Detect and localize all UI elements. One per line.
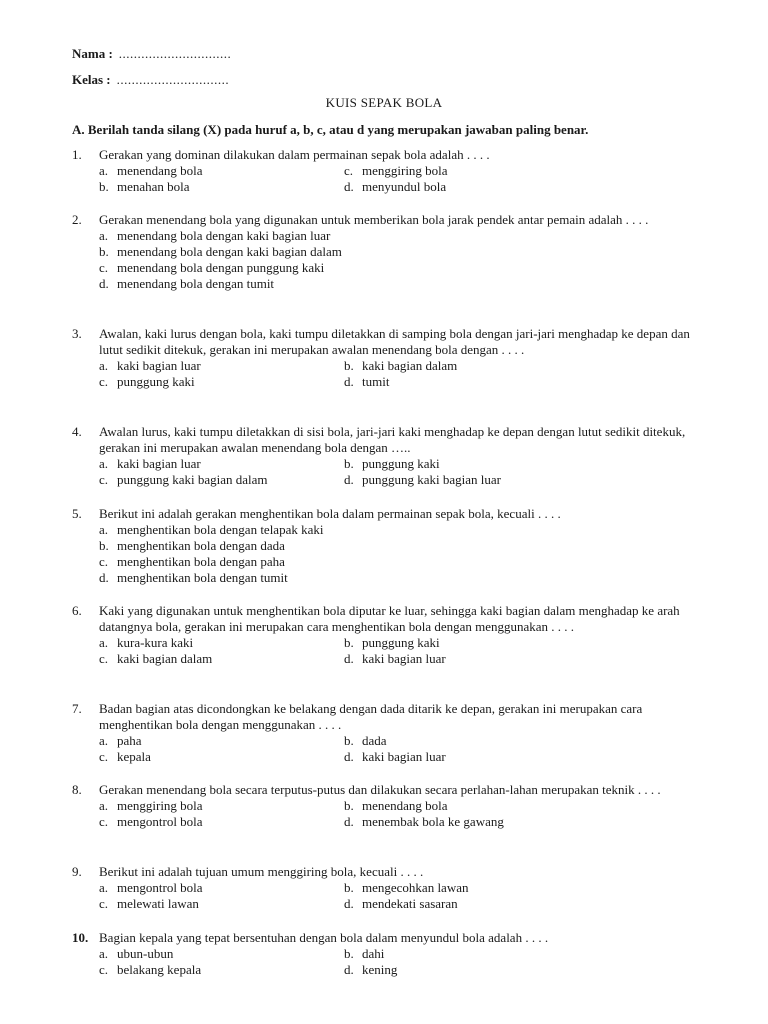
question-2 bbox=[72, 212, 692, 292]
question-number: 9. bbox=[72, 864, 82, 879]
option-d bbox=[344, 472, 594, 488]
option-a bbox=[99, 358, 344, 374]
option-text: menghentikan bola dengan paha bbox=[117, 554, 285, 569]
option-letter: d. bbox=[344, 749, 354, 764]
option-c bbox=[344, 163, 594, 179]
option-text: melewati lawan bbox=[117, 896, 199, 911]
option-text: punggung kaki bbox=[117, 374, 195, 389]
option-a bbox=[99, 880, 344, 896]
option-b bbox=[344, 798, 594, 814]
option-c bbox=[99, 374, 344, 390]
option-text: ubun-ubun bbox=[117, 946, 174, 961]
question-8 bbox=[72, 782, 692, 830]
option-d bbox=[344, 814, 594, 830]
option-letter: d. bbox=[344, 962, 354, 977]
option-a bbox=[99, 456, 344, 472]
option-letter: c. bbox=[99, 260, 109, 275]
question-6 bbox=[72, 603, 692, 667]
option-letter: c. bbox=[99, 374, 109, 389]
option-b bbox=[99, 538, 594, 554]
option-text: paha bbox=[117, 733, 142, 748]
question-7 bbox=[72, 701, 692, 765]
class-label: Kelas : bbox=[72, 72, 111, 87]
option-letter: c. bbox=[99, 962, 109, 977]
option-letter: d. bbox=[344, 472, 354, 487]
option-text: punggung kaki bagian luar bbox=[362, 472, 501, 487]
option-c bbox=[99, 814, 344, 830]
option-text: tumit bbox=[362, 374, 390, 389]
question-4 bbox=[72, 424, 692, 488]
option-text: mengecohkan lawan bbox=[362, 880, 469, 895]
class-field bbox=[72, 72, 229, 88]
option-a bbox=[99, 228, 594, 244]
option-b bbox=[344, 880, 594, 896]
option-letter: d. bbox=[99, 276, 109, 291]
option-b bbox=[344, 635, 594, 651]
option-letter: b. bbox=[99, 244, 109, 259]
option-c bbox=[99, 260, 594, 276]
option-text: kaki bagian luar bbox=[117, 456, 201, 471]
option-b bbox=[99, 179, 344, 195]
option-d bbox=[99, 276, 594, 292]
option-text: kaki bagian dalam bbox=[362, 358, 458, 373]
option-letter: a. bbox=[99, 946, 109, 961]
option-text: punggung kaki bbox=[362, 456, 440, 471]
option-text: menendang bola dengan kaki bagian luar bbox=[117, 228, 331, 243]
option-letter: d. bbox=[99, 570, 109, 585]
question-number: 1. bbox=[72, 147, 82, 162]
option-text: mengontrol bola bbox=[117, 880, 203, 895]
option-letter: d. bbox=[344, 374, 354, 389]
option-a bbox=[99, 946, 344, 962]
option-a bbox=[99, 733, 344, 749]
option-text: menghentikan bola dengan telapak kaki bbox=[117, 522, 324, 537]
option-letter: b. bbox=[344, 798, 354, 813]
option-d bbox=[344, 374, 594, 390]
question-9 bbox=[72, 864, 692, 912]
option-text: mengontrol bola bbox=[117, 814, 203, 829]
question-number: 10. bbox=[72, 930, 89, 945]
option-letter: c. bbox=[99, 896, 109, 911]
option-b bbox=[99, 244, 594, 260]
option-a bbox=[99, 798, 344, 814]
option-text: kaki bagian luar bbox=[117, 358, 201, 373]
question-text: Berikut ini adalah tujuan umum menggiring bola, kecuali . . . . bbox=[99, 864, 424, 879]
option-letter: b. bbox=[344, 880, 354, 895]
option-letter: b. bbox=[99, 538, 109, 553]
option-d bbox=[344, 896, 594, 912]
name-label: Nama : bbox=[72, 46, 113, 61]
option-text: kaki bagian luar bbox=[362, 651, 446, 666]
option-text: menyundul bola bbox=[362, 179, 447, 194]
question-text: Gerakan yang dominan dilakukan dalam permainan sepak bola adalah . . . . bbox=[99, 147, 490, 162]
option-letter: a. bbox=[99, 798, 109, 813]
option-b bbox=[344, 456, 594, 472]
option-letter: b. bbox=[99, 179, 109, 194]
question-text: Awalan lurus, kaki tumpu diletakkan di sisi bola, jari-jari kaki menghadap ke depan dengan lutut sedikit ditekuk, gerakan ini merupakan awalan menendang bola dengan ….. bbox=[99, 424, 686, 455]
option-b bbox=[344, 733, 594, 749]
question-text: Bagian kepala yang tepat bersentuhan dengan bola dalam menyundul bola adalah . . . . bbox=[99, 930, 549, 945]
section-instruction: A. Berilah tanda silang (X) pada huruf a, b, c, atau d yang merupakan jawaban paling benar. bbox=[72, 122, 589, 137]
question-text: Kaki yang digunakan untuk menghentikan bola diputar ke luar, sehingga kaki bagian dalam menghadap ke arah datangnya bola, gerakan ini merupakan cara menghentikan bola dengan menggunakan . . . . bbox=[99, 603, 680, 634]
question-number: 2. bbox=[72, 212, 82, 227]
option-letter: c. bbox=[99, 554, 109, 569]
question-number: 3. bbox=[72, 326, 82, 341]
option-letter: c. bbox=[99, 472, 109, 487]
question-number: 7. bbox=[72, 701, 82, 716]
option-text: kura-kura kaki bbox=[117, 635, 194, 650]
class-blank: .............................. bbox=[116, 72, 230, 87]
option-letter: d. bbox=[344, 179, 354, 194]
option-letter: d. bbox=[344, 814, 354, 829]
option-letter: a. bbox=[99, 358, 109, 373]
quiz-title: KUIS SEPAK BOLA bbox=[325, 95, 443, 110]
option-d bbox=[344, 651, 594, 667]
question-1 bbox=[72, 147, 692, 195]
option-text: dada bbox=[362, 733, 387, 748]
option-b bbox=[344, 946, 594, 962]
option-c bbox=[99, 651, 344, 667]
option-text: menendang bola dengan kaki bagian dalam bbox=[117, 244, 342, 259]
option-c bbox=[99, 896, 344, 912]
option-letter: d. bbox=[344, 651, 354, 666]
option-d bbox=[344, 749, 594, 765]
option-text: menggiring bola bbox=[362, 163, 448, 178]
option-c bbox=[99, 472, 344, 488]
option-text: belakang kepala bbox=[117, 962, 202, 977]
question-5 bbox=[72, 506, 692, 586]
option-c bbox=[99, 749, 344, 765]
name-blank: .............................. bbox=[118, 46, 232, 61]
option-text: kening bbox=[362, 962, 398, 977]
option-letter: d. bbox=[344, 896, 354, 911]
option-text: menghentikan bola dengan tumit bbox=[117, 570, 288, 585]
option-letter: a. bbox=[99, 522, 109, 537]
question-text: Gerakan menendang bola secara terputus-putus dan dilakukan secara perlahan-lahan merupakan teknik . . . . bbox=[99, 782, 661, 797]
option-text: menembak bola ke gawang bbox=[362, 814, 504, 829]
question-number: 4. bbox=[72, 424, 82, 439]
option-text: kepala bbox=[117, 749, 151, 764]
option-c bbox=[99, 554, 594, 570]
option-text: menendang bola bbox=[117, 163, 203, 178]
option-c bbox=[99, 962, 344, 978]
option-a bbox=[99, 635, 344, 651]
option-letter: b. bbox=[344, 358, 354, 373]
question-number: 6. bbox=[72, 603, 82, 618]
option-letter: b. bbox=[344, 733, 354, 748]
option-text: kaki bagian dalam bbox=[117, 651, 213, 666]
option-letter: a. bbox=[99, 163, 109, 178]
option-a bbox=[99, 163, 344, 179]
option-letter: a. bbox=[99, 635, 109, 650]
option-text: punggung kaki bbox=[362, 635, 440, 650]
option-text: menendang bola bbox=[362, 798, 448, 813]
option-b bbox=[344, 358, 594, 374]
option-text: menggiring bola bbox=[117, 798, 203, 813]
option-text: menahan bola bbox=[117, 179, 190, 194]
question-text: Berikut ini adalah gerakan menghentikan bola dalam permainan sepak bola, kecuali . . . . bbox=[99, 506, 561, 521]
option-text: mendekati sasaran bbox=[362, 896, 458, 911]
option-text: menghentikan bola dengan dada bbox=[117, 538, 285, 553]
option-letter: c. bbox=[99, 651, 109, 666]
question-number: 8. bbox=[72, 782, 82, 797]
name-field bbox=[72, 46, 231, 62]
option-letter: c. bbox=[99, 749, 109, 764]
question-text: Badan bagian atas dicondongkan ke belakang dengan dada ditarik ke depan, gerakan ini merupakan cara menghentikan bola dengan menggunakan . . . . bbox=[99, 701, 643, 732]
question-text: Gerakan menendang bola yang digunakan untuk memberikan bola jarak pendek antar pemain adalah . . . . bbox=[99, 212, 649, 227]
option-d bbox=[344, 962, 594, 978]
question-text: Awalan, kaki lurus dengan bola, kaki tumpu diletakkan di samping bola dengan jari-jari menghadap ke depan dan lutut sedikit ditekuk, gerakan ini merupakan awalan menendang bola dengan . . . . bbox=[99, 326, 690, 357]
option-text: dahi bbox=[362, 946, 385, 961]
option-letter: b. bbox=[344, 946, 354, 961]
option-letter: a. bbox=[99, 880, 109, 895]
option-d bbox=[99, 570, 594, 586]
option-text: punggung kaki bagian dalam bbox=[117, 472, 268, 487]
question-10 bbox=[72, 930, 692, 978]
question-3 bbox=[72, 326, 692, 390]
option-letter: a. bbox=[99, 456, 109, 471]
option-letter: c. bbox=[344, 163, 354, 178]
option-letter: b. bbox=[344, 635, 354, 650]
option-letter: c. bbox=[99, 814, 109, 829]
option-text: menendang bola dengan punggung kaki bbox=[117, 260, 325, 275]
option-d bbox=[344, 179, 594, 195]
question-number: 5. bbox=[72, 506, 82, 521]
option-letter: a. bbox=[99, 733, 109, 748]
option-text: menendang bola dengan tumit bbox=[117, 276, 275, 291]
option-text: kaki bagian luar bbox=[362, 749, 446, 764]
option-letter: a. bbox=[99, 228, 109, 243]
option-letter: b. bbox=[344, 456, 354, 471]
option-a bbox=[99, 522, 594, 538]
